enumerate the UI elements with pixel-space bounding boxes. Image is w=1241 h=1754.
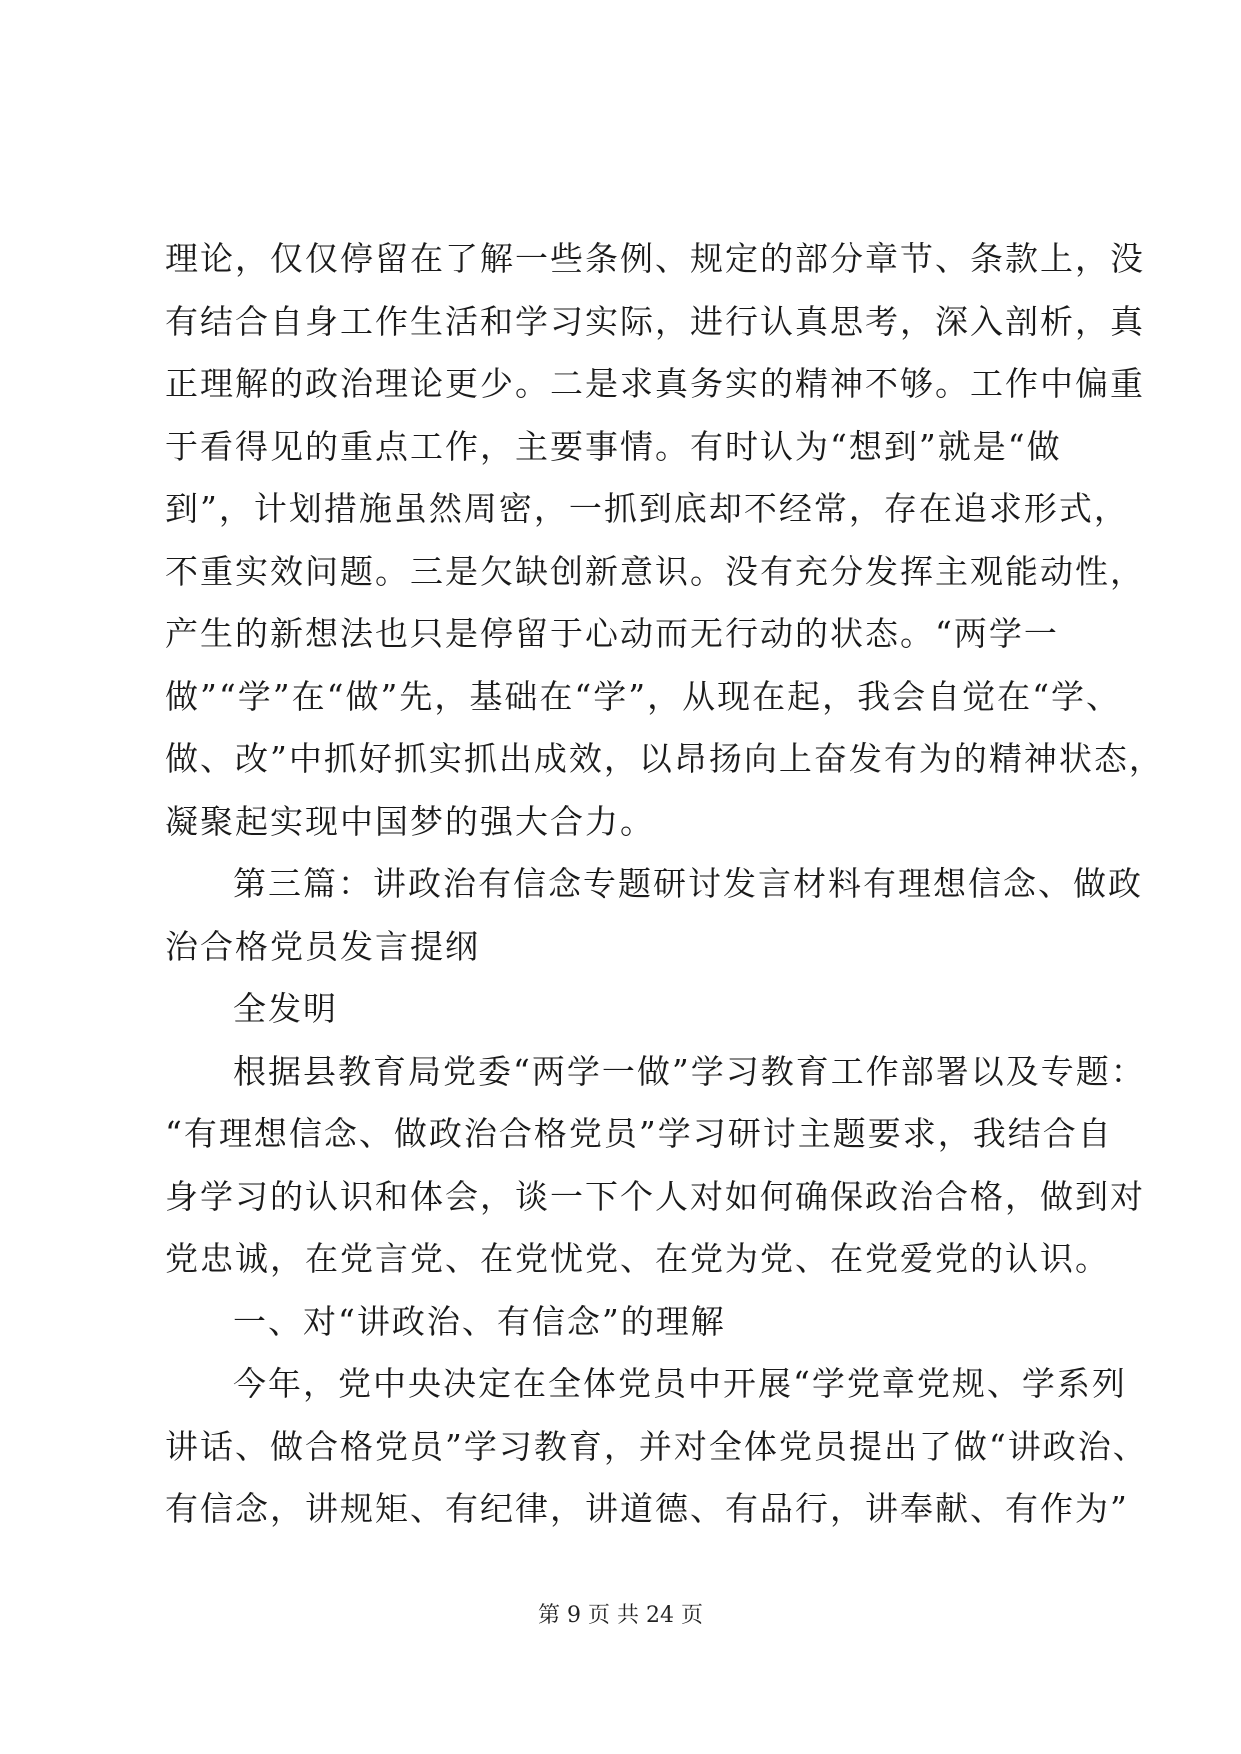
- text-line: “有理想信念、做政治合格党员”学习研讨主题要求，我结合自: [165, 1114, 1113, 1153]
- text-line: 凝聚起实现中国梦的强大合力。: [165, 801, 655, 841]
- author-name: 全发明: [233, 989, 338, 1028]
- text-line: 根据县教育局党委“两学一做”学习教育工作部署以及专题：: [233, 1051, 1146, 1091]
- text-line: 今年，党中央决定在全体党员中开展“学党章党规、学系列: [233, 1364, 1127, 1403]
- text-line: 于看得见的重点工作，主要事情。有时认为“想到”就是“做: [165, 426, 1062, 466]
- text-line: 做”“学”在“做”先，基础在“学”，从现在起，我会自觉在“学、: [165, 676, 1121, 716]
- text-line: 讲话、做合格党员”学习教育，并对全体党员提出了做“讲政治、: [165, 1426, 1148, 1466]
- text-line: 正理解的政治理论更少。二是求真务实的精神不够。工作中偏重: [165, 364, 1145, 403]
- section-heading: 第三篇：讲政治有信念专题研讨发言材料有理想信念、做政: [233, 864, 1143, 903]
- section-heading-continued: 治合格党员发言提纲: [165, 926, 480, 966]
- text-line: 不重实效问题。三是欠缺创新意识。没有充分发挥主观能动性，: [165, 551, 1145, 591]
- text-line: 到”，计划措施虽然周密，一抓到底却不经常，存在追求形式，: [165, 489, 1129, 528]
- text-line: 有结合自身工作生活和学习实际，进行认真思考，深入剖析，真: [165, 301, 1145, 341]
- text-line: 产生的新想法也只是停留于心动而无行动的状态。“两学一: [165, 614, 1059, 653]
- text-line: 党忠诚，在党言党、在党忧党、在党为党、在党爱党的认识。: [165, 1239, 1110, 1278]
- subheading: 一、对“讲政治、有信念”的理解: [233, 1301, 726, 1341]
- text-line: 有信念，讲规矩、有纪律，讲道德、有品行，讲奉献、有作为”: [165, 1489, 1129, 1528]
- document-body: [165, 228, 1164, 1541]
- text-line: 身学习的认识和体会，谈一下个人对如何确保政治合格，做到对: [165, 1176, 1145, 1216]
- text-line: 理论，仅仅停留在了解一些条例、规定的部分章节、条款上，没: [165, 239, 1145, 278]
- text-line: 做、改”中抓好抓实抓出成效，以昂扬向上奋发有为的精神状态，: [165, 739, 1164, 778]
- page-footer: 第 9 页 共 24 页: [538, 1603, 703, 1628]
